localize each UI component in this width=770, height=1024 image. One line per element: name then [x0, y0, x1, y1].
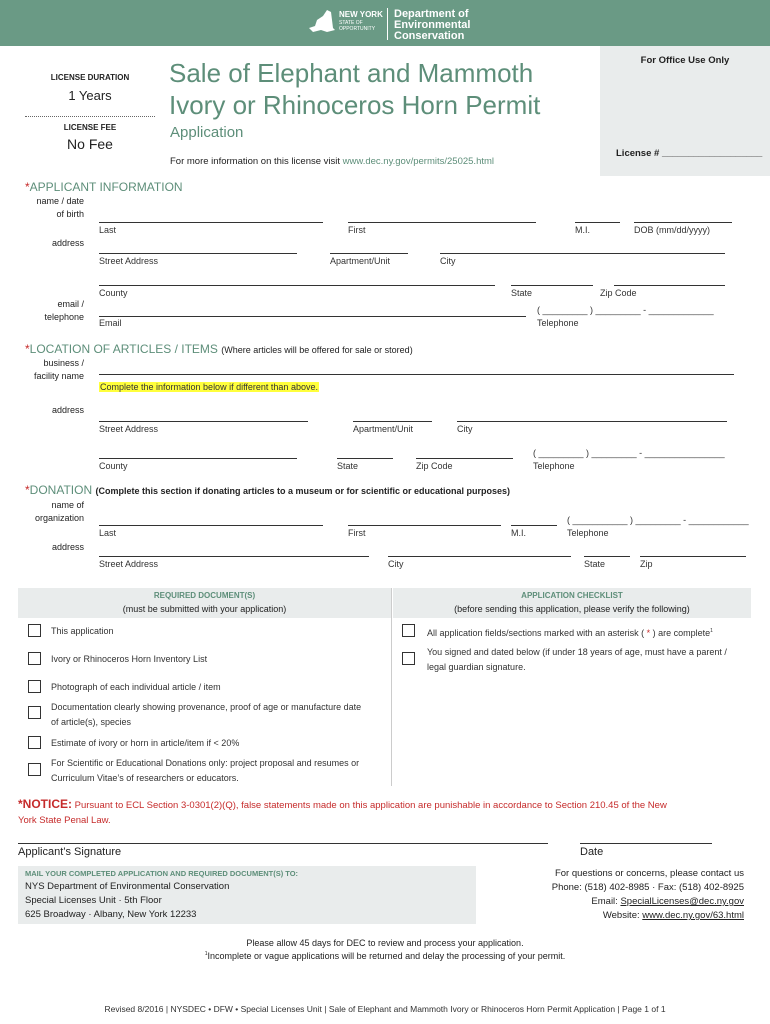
- organization-label: name of organization: [34, 500, 84, 523]
- dob-field[interactable]: [634, 222, 732, 223]
- applicant-signature-field[interactable]: [18, 843, 548, 844]
- donation-city-label: City: [388, 559, 404, 569]
- donation-street-label: Street Address: [99, 559, 159, 569]
- dob-label: DOB (mm/dd/yyyy): [634, 225, 711, 235]
- donation-state-label: State: [584, 559, 606, 569]
- location-city-field[interactable]: [457, 421, 727, 422]
- doc-item-provenance-1: Documentation clearly showing provenance, proof of age or manufacture date: [51, 702, 362, 712]
- check-item-signed-1: You signed and dated below (if under 18 years of age, must have a parent /: [427, 647, 727, 657]
- donation-mi-label: M.I.: [511, 528, 526, 538]
- info-link[interactable]: www.dec.ny.gov/permits/25025.html: [342, 156, 495, 167]
- telephone-label: Telephone: [537, 318, 579, 328]
- location-state-field[interactable]: [337, 458, 393, 459]
- donation-last-label: Last: [99, 528, 117, 538]
- doc-item-photograph: Photograph of each individual article / item: [51, 682, 221, 692]
- city-field[interactable]: [440, 253, 725, 254]
- title-line2: Ivory or Rhinoceros Horn Permit: [169, 90, 541, 120]
- first-label: First: [348, 225, 366, 235]
- telephone-field[interactable]: ( _________ ) _________ - _____________: [537, 305, 714, 315]
- new-york-state-map-icon: [305, 6, 337, 38]
- mi-label: M.I.: [575, 225, 590, 235]
- name-dob-label: name / date of birth: [36, 196, 84, 219]
- donation-last-field[interactable]: [99, 525, 323, 526]
- location-city-label: City: [457, 424, 473, 434]
- donation-zip-label: Zip: [640, 559, 653, 569]
- incomplete-note: $^1$Incomplete or vague applications will be returned and delay the processing of your permit.: [204, 951, 566, 961]
- license-fee-label: LICENSE FEE: [63, 123, 117, 132]
- applicant-signature-label: Applicant’s Signature: [18, 846, 122, 858]
- donation-state-field[interactable]: [584, 556, 630, 557]
- doc-item-scientific-2: Curriculum Vitae’s of researchers or educators.: [51, 773, 239, 783]
- doc-item-scientific-1: For Scientific or Educational Donations only: project proposal and resumes or: [51, 758, 360, 768]
- doc-item-provenance-2: of article(s), species: [51, 717, 132, 727]
- doc-item-inventory: Ivory or Rhinoceros Horn Inventory List: [51, 654, 208, 664]
- donation-heading: *DONATION (Complete this section if donating articles to a museum or for scientific or educational purposes): [25, 483, 511, 497]
- dept-line3: Conservation: [394, 30, 465, 42]
- highlight-note: Complete the information below if different than above.: [100, 382, 318, 392]
- email-telephone-label: email / telephone: [44, 299, 84, 322]
- title-line1: Sale of Elephant and Mammoth: [169, 58, 534, 88]
- location-apt-field[interactable]: [353, 421, 432, 422]
- location-street-field[interactable]: [99, 421, 308, 422]
- check-item-fields: All application fields/sections marked with an asterisk ( * ) are complete$^1$: [427, 628, 713, 638]
- location-telephone-label: Telephone: [533, 461, 575, 471]
- state-field[interactable]: [511, 285, 593, 286]
- location-heading: *LOCATION OF ARTICLES / ITEMS (Where articles will be offered for sale or stored): [25, 342, 413, 356]
- office-license-number: License # ___________________: [616, 148, 763, 159]
- location-apt-label: Apartment/Unit: [353, 424, 414, 434]
- license-duration-value: 1 Years: [68, 88, 112, 103]
- apt-label: Apartment/Unit: [330, 256, 391, 266]
- office-use-label: For Office Use Only: [640, 55, 730, 66]
- county-field[interactable]: [99, 285, 495, 286]
- county-label: County: [99, 288, 128, 298]
- email-label: Email: [99, 318, 122, 328]
- location-address-label: address: [51, 405, 84, 415]
- doc-checkbox-provenance[interactable]: [28, 706, 41, 719]
- contact-website-link[interactable]: www.dec.ny.gov/63.html: [642, 910, 744, 921]
- doc-checkbox-inventory[interactable]: [28, 652, 41, 665]
- street-field[interactable]: [99, 253, 297, 254]
- dept-line1: Department of: [394, 8, 469, 20]
- dept-line2: Environmental: [394, 19, 471, 31]
- signature-date-label: Date: [580, 846, 604, 858]
- location-county-field[interactable]: [99, 458, 297, 459]
- state-label: State: [511, 288, 533, 298]
- office-use-box: [600, 46, 770, 176]
- zip-label: Zip Code: [600, 288, 637, 298]
- info-text: For more information on this license visit www.dec.ny.gov/permits/25025.html: [170, 156, 495, 167]
- license-fee-value: No Fee: [67, 136, 113, 152]
- doc-checkbox-application[interactable]: [28, 624, 41, 637]
- column-divider: [391, 588, 392, 786]
- location-telephone-field[interactable]: ( _________ ) _________ - ________________: [533, 448, 725, 458]
- check-checkbox-signed[interactable]: [402, 652, 415, 665]
- license-duration-label: LICENSE DURATION: [50, 73, 130, 82]
- state-logo-line2: STATE OF: [339, 20, 363, 26]
- title-subtitle: Application: [170, 124, 244, 141]
- notice-text: *NOTICE: Pursuant to ECL Section 3-0301(2)(Q), false statements made on this application are punishable in accordance to Section 210.45 of the New York State Penal Law.: [18, 797, 667, 826]
- signature-date-field[interactable]: [580, 843, 712, 844]
- location-state-label: State: [337, 461, 359, 471]
- donation-first-label: First: [348, 528, 366, 538]
- mi-field[interactable]: [575, 222, 620, 223]
- location-zip-label: Zip Code: [416, 461, 453, 471]
- last-label: Last: [99, 225, 117, 235]
- donation-telephone-field[interactable]: ( ___________ ) _________ - ____________: [567, 515, 749, 525]
- donation-address-label: address: [51, 542, 84, 552]
- donation-street-field[interactable]: [99, 556, 369, 557]
- email-field[interactable]: [99, 316, 526, 317]
- check-item-signed-2: legal guardian signature.: [427, 662, 526, 672]
- city-label: City: [440, 256, 456, 266]
- location-street-label: Street Address: [99, 424, 159, 434]
- state-logo-line3: OPPORTUNITY: [339, 26, 376, 32]
- doc-checkbox-photograph[interactable]: [28, 680, 41, 693]
- business-name-field[interactable]: [99, 374, 734, 375]
- checklist-header: APPLICATION CHECKLIST (before sending this application, please verify the following): [393, 588, 751, 618]
- state-logo-line1: NEW YORK: [339, 10, 383, 19]
- mail-box: MAIL YOUR COMPLETED APPLICATION AND REQUIRED DOCUMENT(S) TO: NYS Department of Environmental Conservation Special Licenses Unit · 5th Floor 625 Broadway · Albany, New York 12233: [18, 866, 476, 924]
- contact-email-link[interactable]: SpecialLicenses@dec.ny.gov: [620, 896, 744, 907]
- donation-zip-field[interactable]: [640, 556, 746, 557]
- first-name-field[interactable]: [348, 222, 536, 223]
- last-name-field[interactable]: [99, 222, 323, 223]
- street-label: Street Address: [99, 256, 159, 266]
- location-county-label: County: [99, 461, 128, 471]
- contact-block: For questions or concerns, please contact us Phone: (518) 402-8985 · Fax: (518) 402-8925 Email: SpecialLicenses@dec.ny.gov Website: www.dec.ny.gov/63.html: [551, 868, 744, 921]
- documents-header: REQUIRED DOCUMENT(S) (must be submitted with your application): [18, 588, 391, 618]
- apt-field[interactable]: [330, 253, 408, 254]
- processing-note: Please allow 45 days for DEC to review and process your application.: [246, 938, 524, 948]
- zip-field[interactable]: [614, 285, 725, 286]
- donation-mi-field[interactable]: [511, 525, 557, 526]
- doc-item-application: This application: [51, 626, 114, 636]
- check-checkbox-fields[interactable]: [402, 624, 415, 637]
- license-divider: [25, 116, 155, 117]
- donation-first-field[interactable]: [348, 525, 501, 526]
- header-bar: [0, 0, 770, 46]
- applicant-heading: *APPLICANT INFORMATION: [25, 180, 183, 194]
- doc-item-estimate: Estimate of ivory or horn in article/item if < 20%: [51, 738, 240, 748]
- doc-checkbox-estimate[interactable]: [28, 736, 41, 749]
- page-footer: Revised 8/2016 | NYSDEC • DFW • Special Licenses Unit | Sale of Elephant and Mammoth Ivory or Rhinoceros Horn Permit Application | Page 1 of 1: [104, 1004, 666, 1014]
- doc-checkbox-scientific[interactable]: [28, 763, 41, 776]
- logo-divider: [387, 8, 388, 40]
- business-label: business / facility name: [33, 358, 84, 381]
- donation-telephone-label: Telephone: [567, 528, 609, 538]
- location-zip-field[interactable]: [416, 458, 513, 459]
- donation-city-field[interactable]: [388, 556, 571, 557]
- address-label: address: [51, 238, 84, 248]
